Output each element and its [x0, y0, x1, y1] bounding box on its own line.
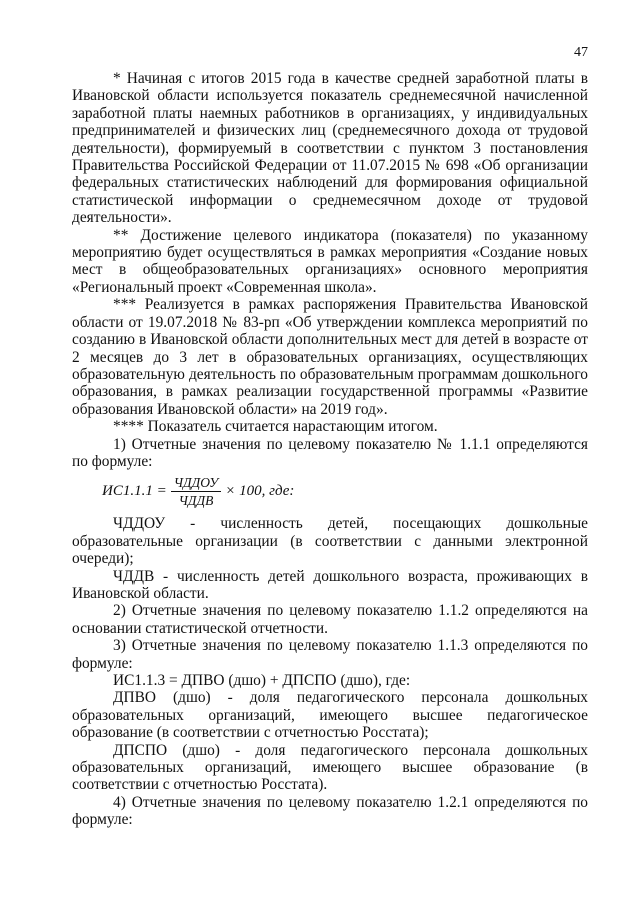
definition-chddv: ЧДДВ - численность детей дошкольного возраста, проживающих в Ивановской области.	[72, 567, 588, 602]
formula-1-1-1	[72, 471, 588, 511]
definition-dpspo: ДПСПО (дшо) - доля педагогического персонала дошкольных образовательных организаций, имеющего высшее образование (в соответствии с отчетностью Росстата).	[72, 741, 588, 794]
formula-denominator: ЧДДВ	[178, 492, 214, 508]
item-3-intro: 3) Отчетные значения по целевому показателю 1.1.3 определяются по формуле:	[72, 637, 588, 672]
item-1-intro: 1) Отчетные значения по целевому показателю № 1.1.1 определяются по формуле:	[72, 435, 588, 470]
formula-numerator: ЧДДОУ	[171, 474, 222, 492]
formula-fraction	[171, 474, 222, 509]
item-2: 2) Отчетные значения по целевому показателю 1.1.2 определяются на основании статистической отчетности.	[72, 602, 588, 637]
definition-dpvo: ДПВО (дшо) - доля педагогического персонала дошкольных образовательных организаций, имеющего высшее педагогическое образование (в соответствии с отчетностью Росстата);	[72, 689, 588, 742]
formula-lhs: ИС1.1.1 =	[102, 482, 167, 499]
footnote-3: *** Реализуется в рамках распоряжения Правительства Ивановской области от 19.07.2018 № 83-рп «Об утверждении комплекса мероприятий по созданию в Ивановской области дополнительных мест для детей в возрасте от 2 месяцев до 3 лет в образовательных организациях, осуществляющих образовательную деятельность по образовательным программам дошкольного образования, в рамках реализации государственной программы «Развитие образования Ивановской области» на 2019 год».	[72, 296, 588, 418]
item-4-intro: 4) Отчетные значения по целевому показателю 1.2.1 определяются по формуле:	[72, 793, 588, 829]
definition-chddou: ЧДДОУ - численность детей, посещающих дошкольные образовательные организации (в соответствии с данными электронной очереди);	[72, 515, 588, 568]
formula-1-1-3: ИС1.1.3 = ДПВО (дшо) + ДПСПО (дшо), где:	[113, 672, 411, 689]
footnote-1: * Начиная с итогов 2015 года в качестве средней заработной платы в Ивановской области используется показатель среднемесячной начисленной заработной платы наемных работников в организациях, у индивидуальных предпринимателей и физических лиц (среднемесячного дохода от трудовой деятельности), формируемый в соответствии с пунктом 3 постановления Правительства Российской Федерации от 11.07.2015 № 698 «Об организации федеральных статистических наблюдений для формирования официальной статистической информации о среднемесячном доходе от трудовой деятельности».	[72, 70, 588, 227]
footnote-2: ** Достижение целевого индикатора (показателя) по указанному мероприятию будет осуществляться в рамках мероприятия «Создание новых мест в общеобразовательных организациях» основного мероприятия «Региональный проект «Современная школа».	[72, 226, 588, 296]
formula-rhs: × 100, где:	[225, 482, 295, 499]
page-number: 47	[574, 45, 588, 60]
document-body	[72, 70, 588, 829]
footnote-4: **** Показатель считается нарастающим итогом.	[113, 418, 438, 436]
